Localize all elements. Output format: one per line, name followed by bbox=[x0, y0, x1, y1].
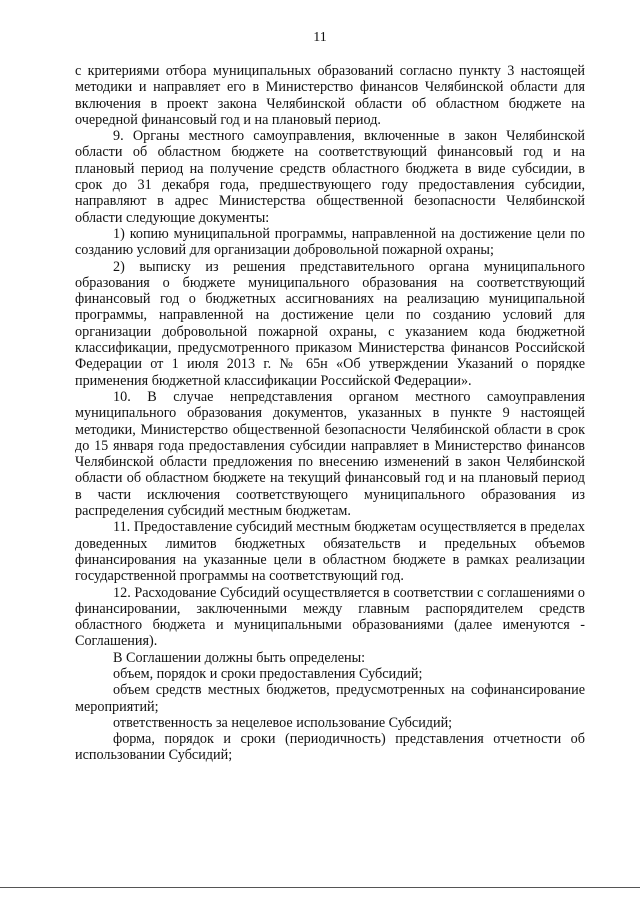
paragraph-item-12: 12. Расходование Субсидий осуществляется в соответствии с соглашениями о финансировании, заключенными между главным распорядителем средств областного бюджета и муниципальными образованиями (далее именуются - Соглашения). bbox=[75, 584, 585, 650]
paragraph-agreement-cofinancing: объем средств местных бюджетов, предусмотренных на софинансирование мероприятий; bbox=[75, 682, 585, 715]
paragraph-item-11: 11. Предоставление субсидий местным бюджетам осуществляется в пределах доведенных лимитов бюджетных обязательств и предельных объемов финансирования на указанные цели в областном бюджете в рамках реализации государственной программы на соответствующий год. bbox=[75, 519, 585, 585]
paragraph-agreement-intro: В Соглашении должны быть определены: bbox=[113, 649, 366, 666]
page-number: 11 bbox=[313, 30, 327, 45]
page-bottom-divider bbox=[0, 887, 640, 888]
paragraph-subitem-1: 1) копию муниципальной программы, направленной на достижение цели по созданию условий для организации добровольной пожарной охраны; bbox=[75, 225, 585, 259]
paragraph-agreement-responsibility: ответственность за нецелевое использование Субсидий; bbox=[113, 714, 453, 731]
document-body bbox=[75, 63, 585, 764]
paragraph-subitem-2: 2) выписку из решения представительного органа муниципального образования о бюджете муниципального образования на соответствующий финансовый год о бюджетных ассигнованиях на реализацию муниципальной программы, направленной на достижение цели по созданию условий для организации добровольной пожарной охраны, с указанием кода бюджетной классификации, предусмотренного приказом Министерства финансов Российской Федерации от 1 июля 2013 г. № 65н «Об утверждении Указаний о порядке применения бюджетной классификации Российской Федерации». bbox=[75, 258, 585, 389]
paragraph-item-10: 10. В случае непредставления органом местного самоуправления муниципального образования документов, указанных в пункте 9 настоящей методики, Министерство общественной безопасности Челябинской области в срок до 15 января года предоставления субсидии направляет в Министерство финансов Челябинской области предложения по внесению изменений в закон Челябинской области об областном бюджете на текущий финансовый год и на плановый период в части исключения соответствующего муниципального образования из распределения субсидий местным бюджетам. bbox=[75, 388, 585, 520]
paragraph-continuation: с критериями отбора муниципальных образований согласно пункту 3 настоящей методики и направляет его в Министерство финансов Челябинской области для включения в проект закона Челябинской области об областном бюджете на очередной финансовый год и на плановый период. bbox=[75, 63, 585, 128]
paragraph-agreement-volume: объем, порядок и сроки предоставления Субсидий; bbox=[113, 665, 423, 682]
paragraph-item-9: 9. Органы местного самоуправления, включенные в закон Челябинской области об областном бюджете на соответствующий финансовый год и на плановый период на получение средств областного бюджета в виде субсидии, в срок до 31 декабря года, предшествующего году предоставления субсидии, направляют в адрес Министерства общественной безопасности Челябинской области следующие документы: bbox=[75, 128, 585, 226]
paragraph-agreement-reporting: форма, порядок и сроки (периодичность) представления отчетности об использовании Субсидий; bbox=[75, 731, 585, 764]
